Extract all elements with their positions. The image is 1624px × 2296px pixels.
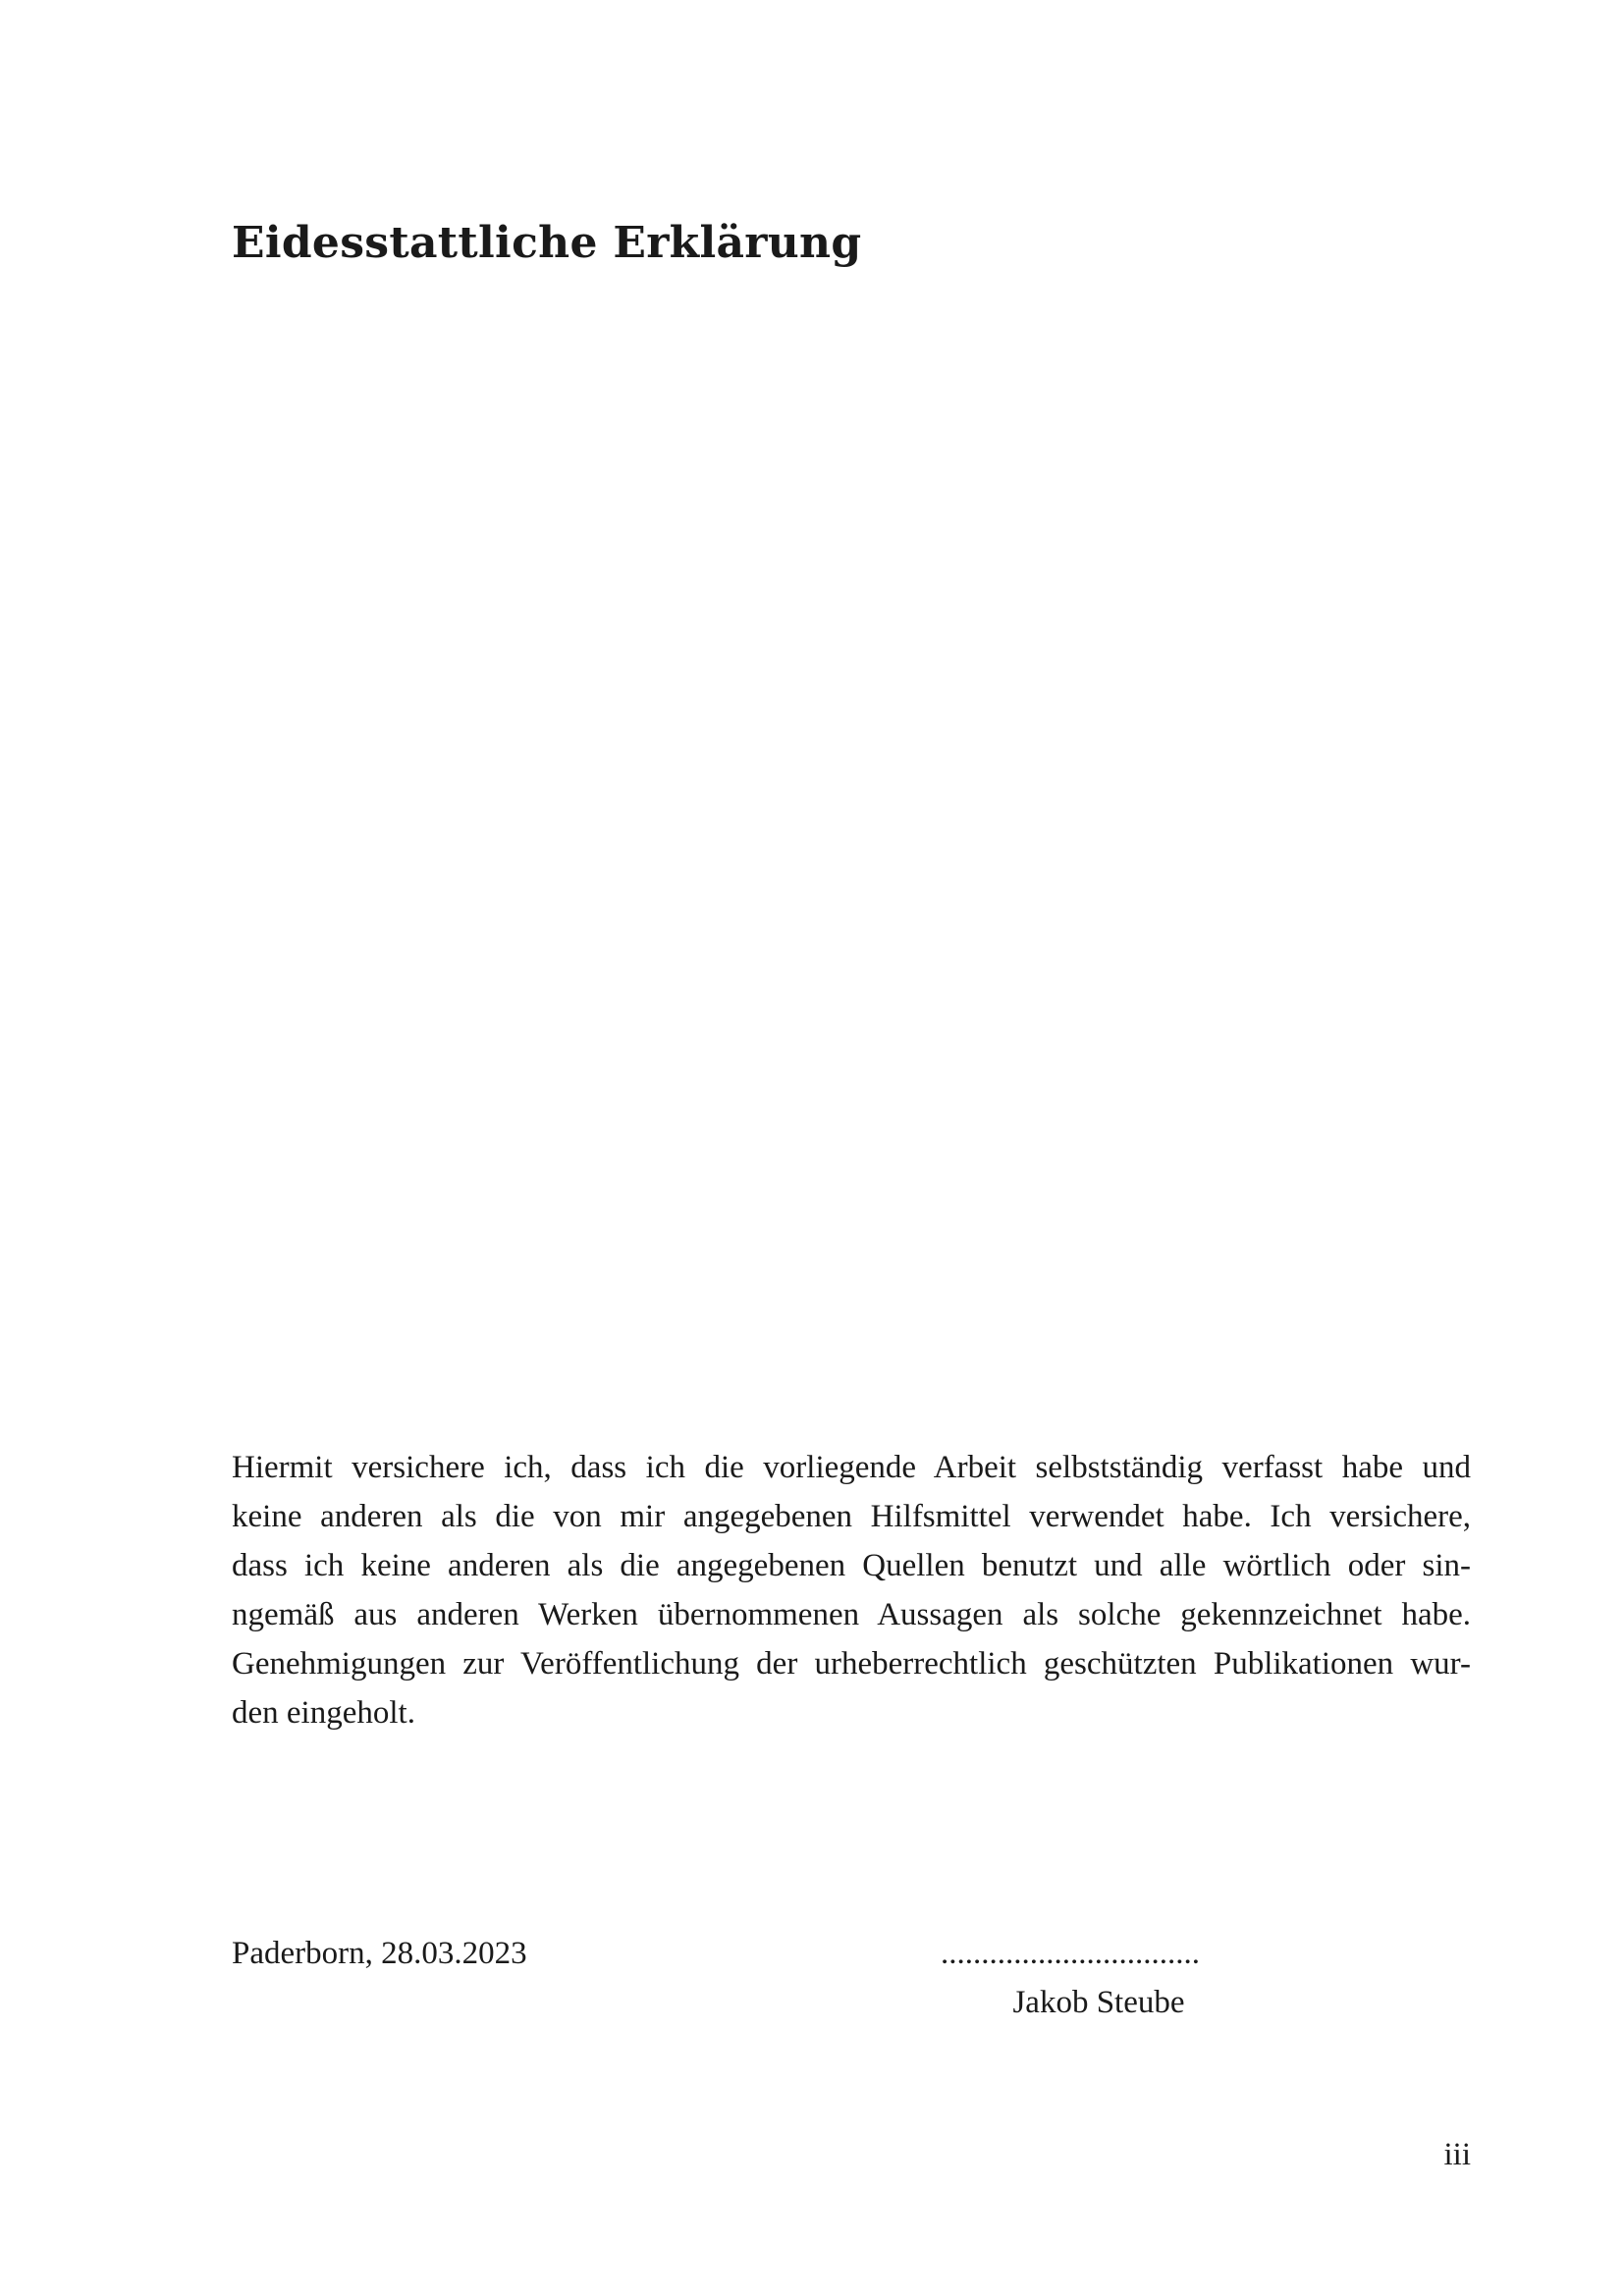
signatory-name: Jakob Steube <box>1012 1985 1185 2020</box>
place-and-date: Paderborn, 28.03.2023 <box>232 1936 527 1971</box>
declaration-line: Hiermit versichere ich, dass ich die vorliegende Arbeit selbstständig verfasst habe und <box>232 1450 1471 1485</box>
declaration-line: Genehmigungen zur Veröffentlichung der urheberrechtlich geschützten Publikationen wur- <box>232 1646 1471 1682</box>
declaration-line: den eingeholt. <box>232 1695 415 1731</box>
declaration-line: ngemäß aus anderen Werken übernommenen Aussagen als solche gekennzeichnet habe. <box>232 1597 1471 1632</box>
signature-line: ................................ <box>941 1936 1200 1971</box>
page-number: iii <box>1443 2137 1471 2172</box>
declaration-paragraph <box>232 1443 1471 1737</box>
page-title: Eidesstattliche Erklärung <box>232 218 862 268</box>
signature-block <box>941 1929 1257 2027</box>
declaration-line: keine anderen als die von mir angegebenen Hilfsmittel verwendet habe. Ich versichere, <box>232 1499 1471 1534</box>
declaration-line: dass ich keine anderen als die angegebenen Quellen benutzt und alle wörtlich oder sin- <box>232 1548 1471 1583</box>
